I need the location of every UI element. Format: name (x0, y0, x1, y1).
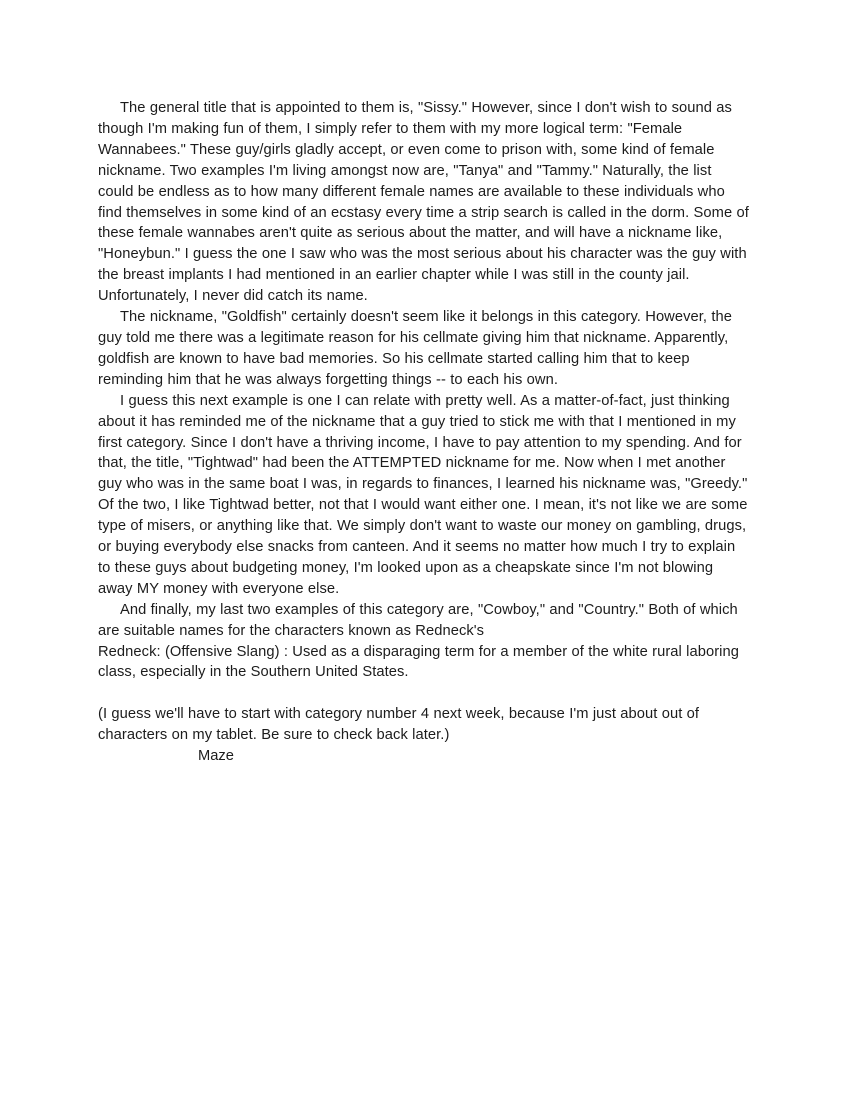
paragraph-cowboy-country: And finally, my last two examples of this category are, "Cowboy," and "Country." Both of which are suitable names for the characters known as Redneck's (98, 601, 738, 639)
closing-note: (I guess we'll have to start with category number 4 next week, because I'm just about out of characters on my tablet. Be sure to check back later.) (98, 706, 700, 744)
paragraph-sissy-female-wannabees: The general title that is appointed to them is, "Sissy." However, since I don't wish to sound as though I'm making fun of them, I simply refer to them with my more logical term: "Female Wannabees." These guy/girls gladly accept, or even come to prison with, some kind of female nickname. Two examples I'm living amongst now are, "Tanya" and "Tammy." Naturally, the list could be endless as to how many different female names are available to these individuals who find themselves in some kind of an ecstasy every time a strip search is called in the dorm. Some of these female wannabes aren't quite as serious about the matter, and will have a nickname like, "Honeybun." I guess the one I saw who was the most serious about his character was the guy with the breast implants I had mentioned in an earlier chapter while I was still in the county jail. Unfortunately, I never did catch its name. (98, 100, 749, 305)
author-signature: Maze (198, 748, 234, 765)
document-text-block (98, 98, 750, 767)
paragraph-tightwad-greedy: I guess this next example is one I can relate with pretty well. As a matter-of-fact, just thinking about it has reminded me of the nickname that a guy tried to stick me with that I mentioned in my first category. Since I don't have a thriving income, I have to pay attention to my spending. And for that, the title, "Tightwad" had been the ATTEMPTED nickname for me. Now when I met another guy who was in the same boat I was, in regards to finances, I learned his nickname was, "Greedy." Of the two, I like Tightwad better, not that I would want either one. I mean, it's not like we are some type of misers, or anything like that. We simply don't want to waste our money on gambling, drugs, or buying everybody else snacks from canteen. And it seems no matter how much I try to explain to these guys about budgeting money, I'm looked upon as a cheapskate since I'm not blowing away MY money with everyone else. (98, 392, 748, 597)
paragraph-goldfish: The nickname, "Goldfish" certainly doesn't seem like it belongs in this category. However, the guy told me there was a legitimate reason for his cellmate giving him that nickname. Apparently, goldfish are known to have bad memories. So his cellmate started calling him that to keep reminding him that he was always forgetting things -- to each his own. (98, 309, 733, 388)
redneck-definition: Redneck: (Offensive Slang) : Used as a disparaging term for a member of the white rural laboring class, especially in the Southern United States. (98, 643, 740, 681)
